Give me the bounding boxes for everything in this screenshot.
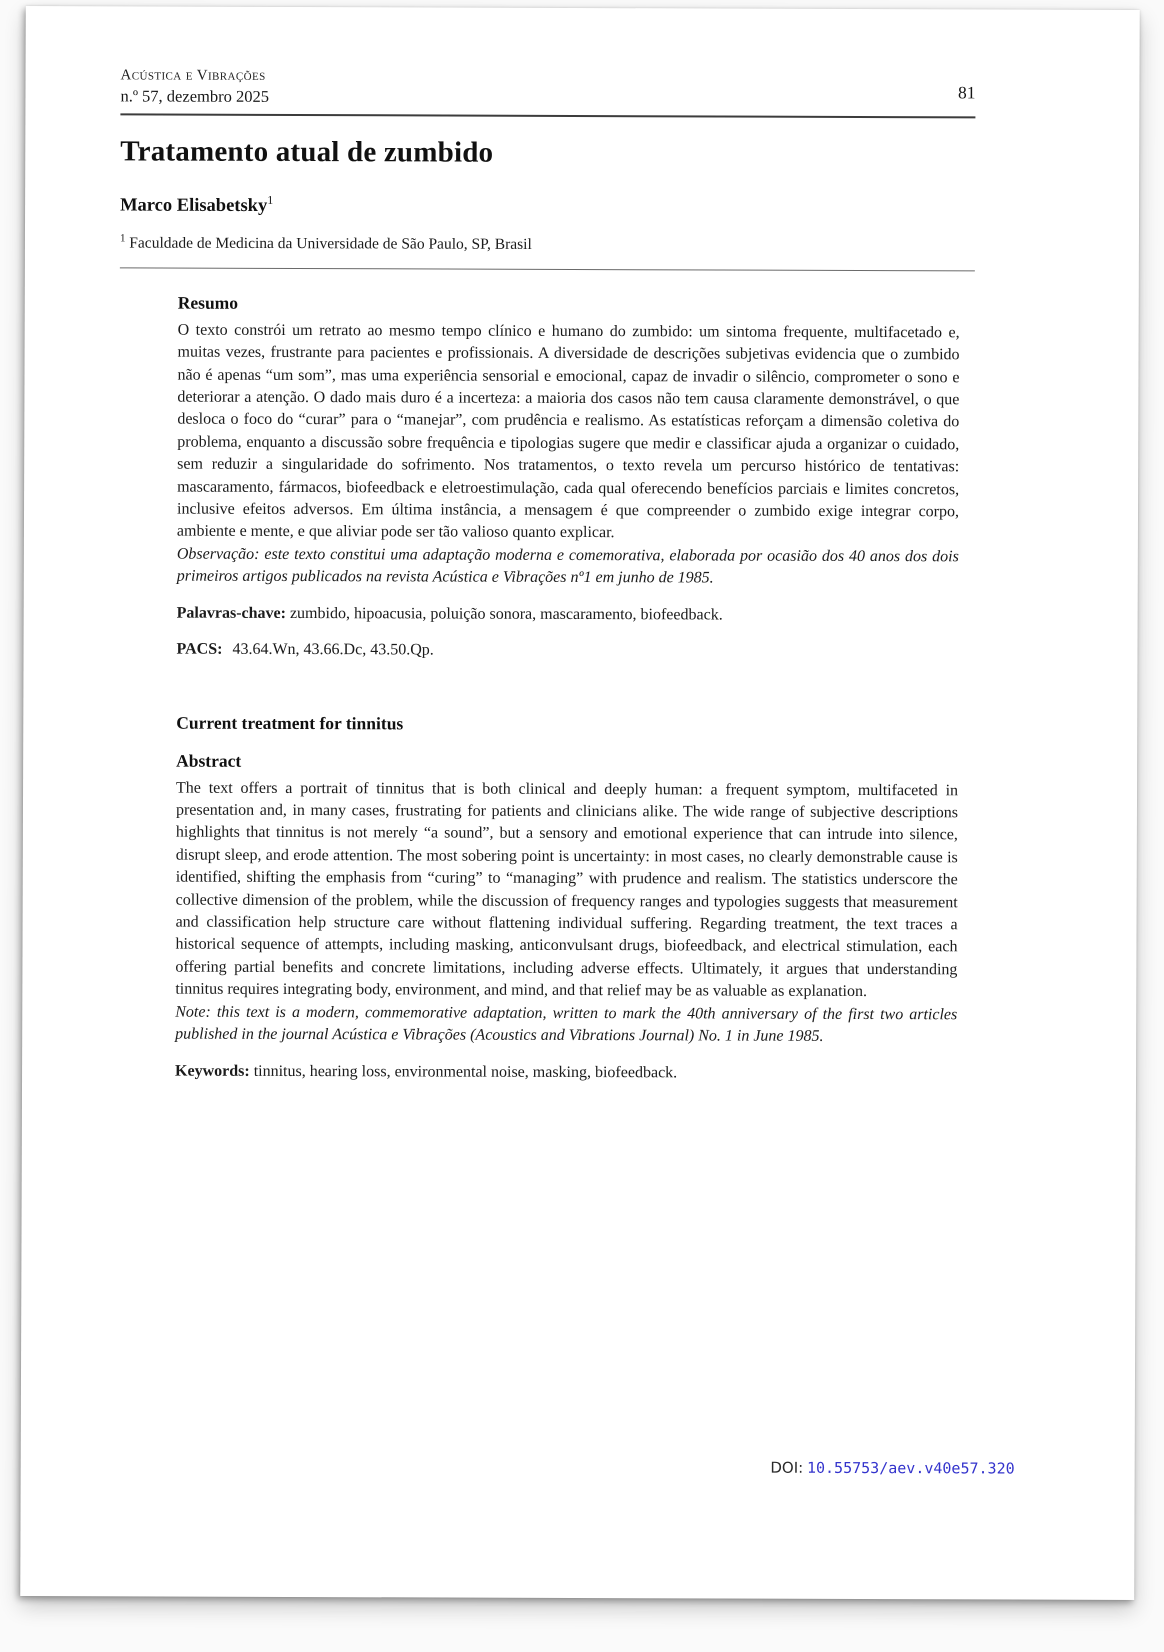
page-number: 81 [957, 82, 976, 103]
resumo-italic-note: Observação: este texto constitui uma adaptação moderna e comemorativa, elaborada por ocasião dos 40 anos dos dois primeiros artigos publicados na revista Acústica e Vibrações nº1 em junho de 1985. [176, 545, 959, 587]
keywords-value: tinnitus, hearing loss, environmental noise, masking, biofeedback. [253, 1062, 678, 1081]
resumo-paragraph [177, 319, 960, 591]
author-line [120, 193, 975, 220]
affiliation-line [120, 232, 975, 255]
journal-name: Acústica e Vibrações [120, 67, 266, 84]
pacs-line [176, 638, 958, 663]
article-title: Tratamento atual de zumbido [120, 135, 494, 170]
abstract-column [175, 292, 960, 1084]
pacs-value: 43.64.Wn, 43.66.Dc, 43.50.Qp. [232, 640, 434, 659]
paper-page [20, 6, 1140, 1600]
resumo-heading: Resumo [177, 292, 239, 313]
palavras-chave-line [177, 602, 959, 627]
doi-link[interactable]: 10.55753/aev.v40e57.320 [806, 1458, 1015, 1478]
doi-line [770, 1459, 1014, 1479]
journal-header [120, 66, 975, 109]
palavras-chave-value: zumbido, hipoacusia, poluição sonora, mascaramento, biofeedback. [289, 604, 723, 624]
affiliation-text: Faculdade de Medicina da Universidade de São Paulo, SP, Brasil [129, 234, 532, 253]
resumo-body-text: O texto constrói um retrato ao mesmo tempo clínico e humano do zumbido: um sintoma frequente, multifacetado e, muitas vezes, frustrante para pacientes e profissionais. A diversidade de descrições subjetivas evidencia que o zumbido não é apenas “um som”, mas uma experiência sensorial e emocional, capaz de invadir o silêncio, comprometer o sono e deteriorar a atenção. O dado mais duro é a incerteza: a maioria dos casos não tem causa claramente demonstrável, o que desloca o foco do “curar” para o “manejar”, com prudência e realismo. As estatísticas reforçam a dimensão coletiva do problema, enquanto a discussão sobre frequência e tipologias sugere que medir e classificar ajuda a organizar o cuidado, sem reduzir a singularidade do sofrimento. Nos tratamentos, o texto revela um percurso histórico de tentativas: mascaramento, fármacos, biofeedback e eletroestimulação, cada qual oferecendo benefícios parciais e limites concretos, inclusive efeitos adversos. Em última instância, a mensagem é que compreender o zumbido exige integrar corpo, ambiente e mente, e que aliviar pode ser tão valioso quanto explicar. [176, 321, 960, 542]
palavras-chave-label: Palavras-chave: [176, 604, 287, 622]
author-name: Marco Elisabetsky [120, 195, 268, 217]
title-block-rule [120, 267, 975, 271]
author-footnote-marker: 1 [267, 193, 274, 208]
pacs-label: PACS: [176, 640, 223, 658]
abstract-paragraph [175, 777, 958, 1049]
header-rule [120, 114, 975, 119]
english-title: Current treatment for tinnitus [176, 712, 404, 734]
journal-issue-line: n.º 57, dezembro 2025 [120, 86, 270, 106]
affiliation-marker: 1 [119, 231, 126, 245]
abstract-italic-note: Note: this text is a modern, commemorative adaptation, written to mark the 40th anniversary of the first two articles published in the journal Acústica e Vibrações (Acoustics and Vibrations Journal) No. 1 in June 1985. [175, 1003, 958, 1045]
abstract-heading: Abstract [176, 750, 242, 771]
doi-label: DOI: [770, 1458, 804, 1477]
keywords-line [175, 1060, 957, 1085]
keywords-label: Keywords: [175, 1062, 250, 1080]
abstract-body-text: The text offers a portrait of tinnitus that is both clinical and deeply human: a frequent symptom, multifaceted in presentation and, in many cases, frustrating for patients and clinicians alike. The wide range of subjective descriptions highlights that tinnitus is not merely “a sound”, but a sensory and emotional experience that can intrude into silence, disrupt sleep, and erode attention. The most sobering point is uncertainty: in most cases, no clearly demonstrable cause is identified, shifting the emphasis from “curing” to “managing” with prudence and realism. The statistics underscore the collective dimension of the problem, while the discussion of frequency ranges and typologies suggests that measurement and classification help structure care without flattening individual suffering. Regarding treatment, the text traces a historical sequence of attempts, including masking, anticonvulsant drugs, biofeedback, and electrical stimulation, each offering partial benefits and concrete limitations, including adverse effects. Ultimately, it argues that understanding tinnitus requires integrating body, environment, and mind, and that relief may be as valuable as explanation. [175, 779, 959, 1001]
